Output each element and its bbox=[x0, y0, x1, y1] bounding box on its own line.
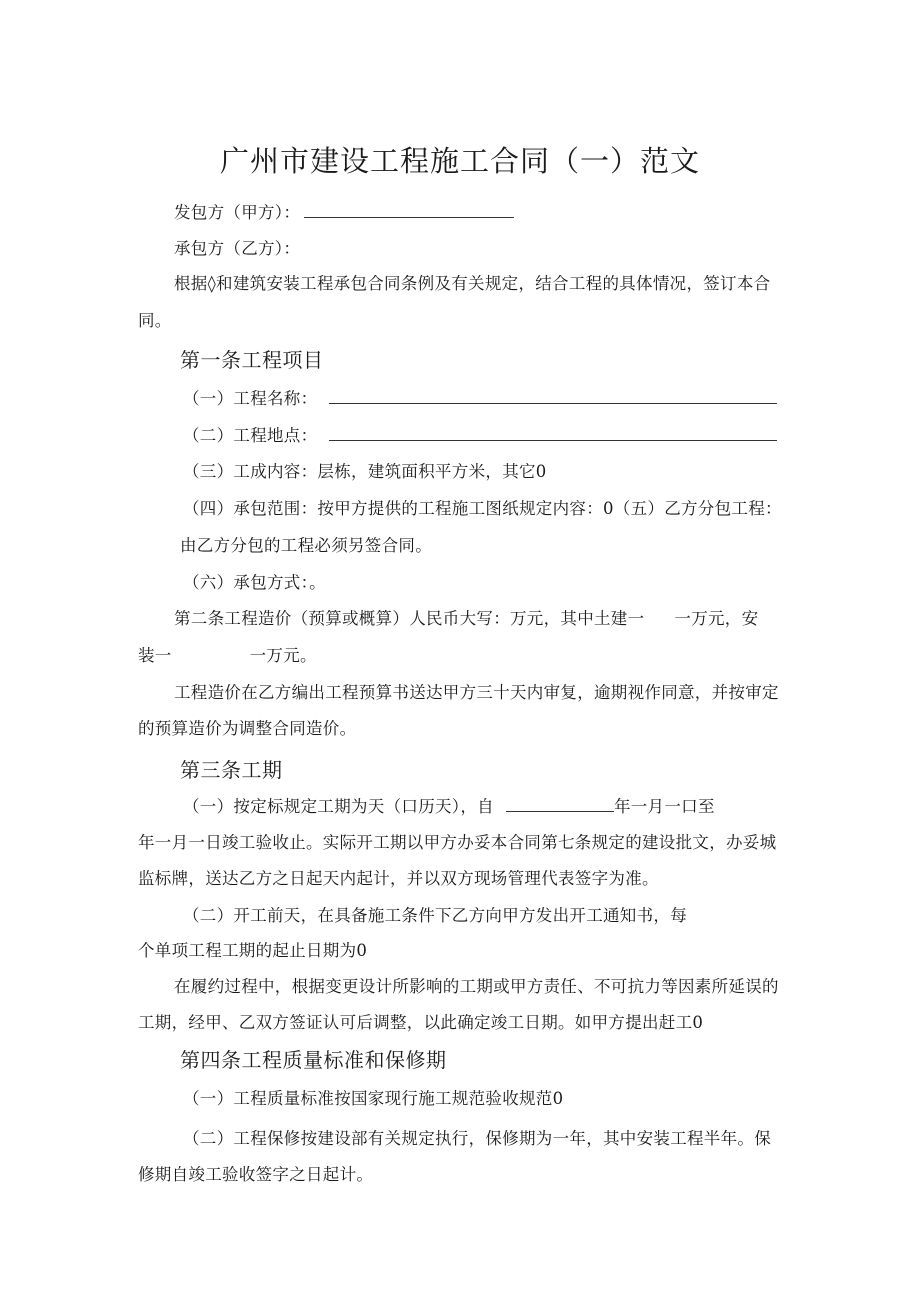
project-method-line: （六）承包方式：。 bbox=[183, 573, 326, 592]
intro-line-2: 同。 bbox=[138, 311, 172, 330]
project-content-line: （三）工成内容：层栋，建筑面积平方米，其它0 bbox=[183, 462, 547, 481]
article3-p2-line-2: 个单项工程工期的起止日期为0 bbox=[138, 941, 368, 960]
party-b-line bbox=[174, 239, 300, 259]
project-location-blank[interactable] bbox=[329, 426, 777, 441]
article3-p3-line-2: 工期，经甲、乙双方签证认可后调整，以此确定竣工日期。如甲方提出赶工0 bbox=[138, 1013, 704, 1032]
article3-p1-line-1 bbox=[183, 797, 715, 817]
article3-p1-line-2: 年一月一日竣工验收止。实际开工期以甲方办妥本合同第七条规定的建设批文，办妥城 bbox=[138, 833, 777, 852]
article2-text-c: 装一 bbox=[138, 646, 172, 665]
party-b-label: 承包方（乙方）： bbox=[174, 239, 301, 258]
intro-line-1: 根据◊和建筑安装工程承包合同条例及有关规定，结合工程的具体情况，签订本合 bbox=[174, 274, 771, 293]
article4-p2-line-1: （二）工程保修按建设部有关规定执行，保修期为一年，其中安装工程半年。保 bbox=[183, 1129, 771, 1148]
article2-text-d: 一万元。 bbox=[249, 646, 317, 665]
article3-p2-line-1: （二）开工前天，在具备施工条件下乙方向甲方发出开工通知书，每 bbox=[183, 906, 687, 925]
article1-heading: 第一条工程项目 bbox=[180, 348, 324, 372]
project-location-line bbox=[183, 426, 777, 446]
project-location-label: （二）工程地点： bbox=[183, 426, 318, 445]
article2-para-line-1: 工程造价在乙方编出工程预算书送达甲方三十天内审复，逾期视作同意，并按审定 bbox=[174, 683, 779, 702]
party-a-line bbox=[174, 203, 514, 223]
party-a-label: 发包方（甲方）： bbox=[174, 203, 301, 222]
article2-para-line-2: 的预算造价为调整合同造价。 bbox=[138, 719, 357, 738]
article4-heading: 第四条工程质量标准和保修期 bbox=[180, 1048, 447, 1072]
project-name-line bbox=[183, 389, 777, 409]
article3-p3-line-1: 在履约过程中，根据变更设计所影响的工期或甲方责任、不可抗力等因素所延误的 bbox=[174, 977, 779, 996]
project-name-blank[interactable] bbox=[329, 389, 777, 404]
article2-line-1 bbox=[174, 609, 758, 629]
article3-heading: 第三条工期 bbox=[180, 758, 283, 782]
start-date-blank[interactable] bbox=[506, 797, 614, 812]
party-a-blank[interactable] bbox=[304, 203, 514, 218]
article3-p1-line-3: 监标牌，送达乙方之日起天内起计，并以双方现场管理代表签字为准。 bbox=[138, 869, 659, 888]
article4-p2-line-2: 修期自竣工验收签字之日起计。 bbox=[138, 1165, 374, 1184]
project-name-label: （一）工程名称： bbox=[183, 389, 318, 408]
article2-text-a: 第二条工程造价（预算或概算）人民币大写：万元，其中土建一 bbox=[174, 609, 645, 628]
article3-p1-text-b: 年一月一口至 bbox=[613, 797, 715, 816]
project-scope-line-2: 由乙方分包的工程必须另签合同。 bbox=[180, 536, 432, 555]
article4-p1-line: （一）工程质量标准按国家现行施工规范验收规范0 bbox=[183, 1089, 564, 1108]
project-scope-line: （四）承包范围：按甲方提供的工程施工图纸规定内容：0（五）乙方分包工程： bbox=[183, 499, 782, 518]
article2-text-b: 一万元，安 bbox=[674, 609, 759, 628]
page-title: 广州市建设工程施工合同（一）范文 bbox=[219, 144, 700, 178]
article3-p1-text-a: （一）按定标规定工期为天（口历天），自 bbox=[183, 797, 494, 816]
article2-line-2 bbox=[138, 646, 317, 666]
